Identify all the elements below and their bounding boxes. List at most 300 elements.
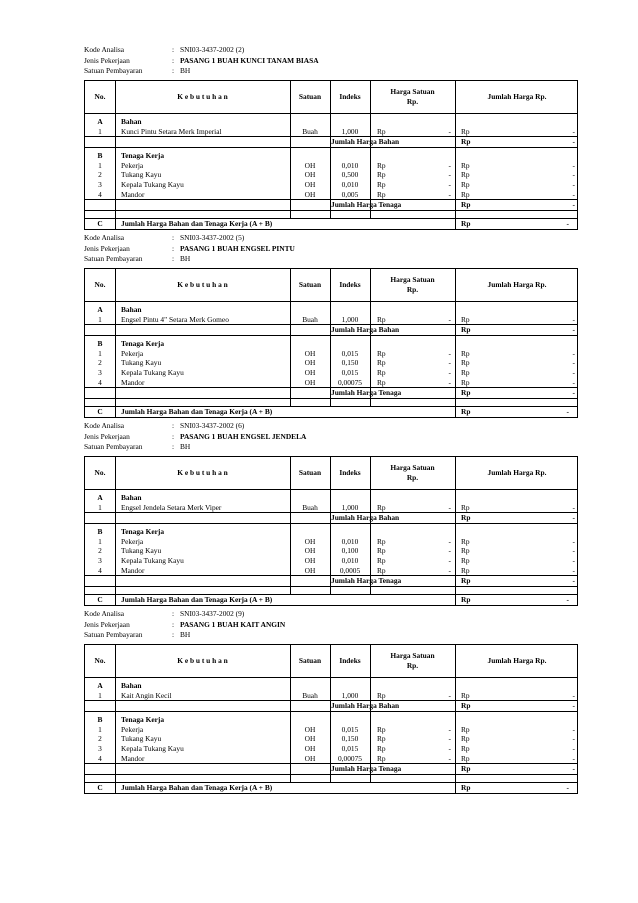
analysis-meta: [84, 420, 578, 456]
section-letter: A: [97, 493, 103, 502]
meta-colon: :: [172, 609, 175, 618]
header-indeks: Indeks: [339, 280, 361, 289]
header-jumlah_harga: Jumlah Harga Rp.: [487, 656, 547, 665]
table-row: [85, 734, 577, 744]
column-divider: [330, 114, 331, 218]
cell-no: 2: [98, 734, 102, 744]
total-label: Jumlah Harga Tenaga: [331, 388, 402, 398]
analysis-table: [84, 644, 578, 794]
total-value: -: [572, 200, 575, 210]
total-value: -: [572, 513, 575, 523]
cell-no: 4: [98, 189, 102, 199]
cell-jumlah: -: [572, 734, 575, 744]
cell-rp: Rp: [461, 565, 470, 575]
cell-harga: -: [448, 368, 451, 377]
meta-label: Satuan Pembayaran: [84, 66, 143, 75]
section-title: Bahan: [121, 493, 142, 502]
cell-name: Pekerja: [121, 160, 144, 170]
cell-rp: Rp: [377, 348, 386, 358]
grand-rp: Rp: [461, 219, 471, 229]
cell-no: 4: [98, 565, 102, 575]
cell-rp: Rp: [461, 314, 470, 324]
cell-rp: Rp: [461, 556, 470, 565]
cell-indeks: 1,000: [341, 314, 359, 324]
cell-harga: -: [448, 170, 451, 180]
cell-indeks: 0,015: [341, 744, 359, 753]
cell-satuan: OH: [304, 368, 316, 377]
cell-indeks: 0,500: [341, 170, 359, 180]
header-harga_satuan: Harga Satuan Rp.: [390, 87, 435, 106]
analysis-meta: [84, 44, 578, 80]
cell-rp: Rp: [377, 556, 386, 565]
total-rp: Rp: [461, 388, 471, 398]
cell-name: Engsel Jendela Setara Merk Viper: [121, 502, 222, 512]
cell-jumlah: -: [572, 368, 575, 377]
cell-no: 1: [98, 126, 102, 136]
cell-name: Kepala Tukang Kayu: [121, 180, 184, 189]
table-row: [85, 744, 577, 754]
column-divider: [115, 678, 116, 782]
cell-indeks: 1,000: [341, 502, 359, 512]
cell-name: Tukang Kayu: [121, 170, 162, 180]
cell-jumlah: -: [572, 744, 575, 753]
cell-no: 3: [98, 368, 102, 377]
grand-label: Jumlah Harga Bahan dan Tenaga Kerja (A + B): [121, 219, 273, 229]
column-divider: [290, 269, 291, 301]
cell-name: Kepala Tukang Kayu: [121, 556, 184, 565]
meta-colon: :: [172, 45, 175, 54]
cell-harga: -: [448, 126, 451, 136]
section-title-row: [85, 305, 577, 315]
cell-no: 2: [98, 358, 102, 368]
cell-jumlah: -: [572, 536, 575, 546]
column-divider: [115, 114, 116, 218]
cell-rp: Rp: [377, 126, 386, 136]
meta-value-satuan: BH: [180, 254, 191, 263]
cell-indeks: 1,000: [341, 126, 359, 136]
cell-indeks: 0,0005: [339, 565, 361, 575]
header-indeks: Indeks: [339, 92, 361, 101]
column-divider: [290, 114, 291, 218]
cell-no: 3: [98, 556, 102, 565]
section-total-row: [85, 700, 577, 712]
cell-harga: -: [448, 377, 451, 387]
section-total-row: [85, 575, 577, 587]
table-row: [85, 315, 577, 325]
section-title: Bahan: [121, 305, 142, 314]
cell-satuan: OH: [304, 556, 316, 565]
meta-label: Satuan Pembayaran: [84, 442, 143, 451]
cell-satuan: OH: [304, 348, 316, 358]
section-title: Tenaga Kerja: [121, 339, 165, 349]
table-header: [85, 81, 577, 114]
table-row: [85, 368, 577, 378]
column-divider: [455, 645, 456, 677]
header-kebutuhan: K e b u t u h a n: [177, 468, 228, 477]
meta-value-kode: SNI03-3437-2002 (2): [180, 45, 245, 54]
total-value: -: [572, 701, 575, 711]
column-divider: [330, 269, 331, 301]
cell-name: Pekerja: [121, 724, 144, 734]
section-title: Tenaga Kerja: [121, 715, 165, 725]
total-value: -: [572, 388, 575, 398]
table-row: [85, 566, 577, 576]
cell-indeks: 0,150: [341, 734, 359, 744]
analysis-table: [84, 456, 578, 606]
cell-rp: Rp: [461, 724, 470, 734]
total-rp: Rp: [461, 701, 471, 711]
column-divider: [455, 114, 456, 218]
section-title: Tenaga Kerja: [121, 151, 165, 161]
cell-harga: -: [448, 724, 451, 734]
meta-label: Satuan Pembayaran: [84, 630, 143, 639]
section-letter: A: [97, 305, 103, 314]
cell-no: 4: [98, 753, 102, 763]
column-divider: [115, 457, 116, 489]
meta-value-kode: SNI03-3437-2002 (9): [180, 609, 245, 618]
cell-harga: -: [448, 744, 451, 753]
cell-rp: Rp: [377, 536, 386, 546]
cell-jumlah: -: [572, 126, 575, 136]
meta-colon: :: [172, 254, 175, 263]
cell-rp: Rp: [377, 358, 386, 368]
cell-satuan: OH: [304, 160, 316, 170]
cell-rp: Rp: [461, 368, 470, 377]
cell-indeks: 0,015: [341, 724, 359, 734]
cell-no: 1: [98, 502, 102, 512]
section-total-row: [85, 199, 577, 211]
cell-harga: -: [448, 180, 451, 189]
column-divider: [455, 457, 456, 489]
column-divider: [330, 490, 331, 594]
table-body: [85, 302, 577, 417]
cell-indeks: 1,000: [341, 690, 359, 700]
meta-label: Kode Analisa: [84, 233, 125, 242]
grand-value: -: [566, 595, 569, 605]
meta-colon: :: [172, 442, 175, 451]
cell-indeks: 0,015: [341, 368, 359, 377]
column-divider: [370, 678, 371, 782]
analysis-block: [84, 44, 578, 229]
cell-harga: -: [448, 189, 451, 199]
cell-jumlah: -: [572, 556, 575, 565]
total-label: Jumlah Harga Bahan: [331, 325, 400, 335]
meta-value-jenis: PASANG 1 BUAH ENGSEL PINTU: [180, 243, 295, 253]
grand-rp: Rp: [461, 595, 471, 605]
cell-name: Kait Angin Kecil: [121, 690, 172, 700]
meta-label: Satuan Pembayaran: [84, 254, 143, 263]
table-body: [85, 114, 577, 229]
cell-harga: -: [448, 556, 451, 565]
header-no: No.: [94, 280, 106, 289]
cell-harga: -: [448, 690, 451, 700]
cell-harga: -: [448, 358, 451, 368]
cell-name: Mandor: [121, 753, 145, 763]
cell-no: 3: [98, 180, 102, 189]
column-divider: [370, 490, 371, 594]
header-harga_satuan: Harga Satuan Rp.: [390, 463, 435, 482]
cell-rp: Rp: [461, 377, 470, 387]
cell-rp: Rp: [377, 724, 386, 734]
cell-harga: -: [448, 546, 451, 556]
total-label: Jumlah Harga Bahan: [331, 701, 400, 711]
cell-jumlah: -: [572, 377, 575, 387]
section-title-row: [85, 681, 577, 691]
header-kebutuhan: K e b u t u h a n: [177, 656, 228, 665]
meta-colon: :: [172, 630, 175, 639]
cell-name: Kepala Tukang Kayu: [121, 744, 184, 753]
cell-name: Tukang Kayu: [121, 546, 162, 556]
meta-value-satuan: BH: [180, 442, 191, 451]
table-body: [85, 490, 577, 605]
column-divider: [370, 645, 371, 677]
cell-indeks: 0,010: [341, 180, 359, 189]
column-divider: [330, 645, 331, 677]
cell-jumlah: -: [572, 160, 575, 170]
cell-jumlah: -: [572, 314, 575, 324]
cell-rp: Rp: [461, 348, 470, 358]
column-divider: [330, 302, 331, 406]
cell-satuan: Buah: [302, 126, 318, 136]
cell-satuan: OH: [304, 753, 316, 763]
column-divider: [455, 783, 456, 793]
column-divider: [115, 783, 116, 793]
cell-jumlah: -: [572, 358, 575, 368]
cell-satuan: Buah: [302, 690, 318, 700]
header-satuan: Satuan: [298, 280, 322, 289]
column-divider: [455, 678, 456, 782]
table-row: [85, 556, 577, 566]
cell-satuan: OH: [304, 536, 316, 546]
cell-rp: Rp: [377, 368, 386, 377]
section-title-row: [85, 715, 577, 725]
meta-value-satuan: BH: [180, 630, 191, 639]
total-rp: Rp: [461, 576, 471, 586]
section-letter: B: [97, 715, 103, 725]
header-indeks: Indeks: [339, 468, 361, 477]
meta-colon: :: [172, 243, 175, 253]
column-divider: [455, 407, 456, 417]
total-rp: Rp: [461, 137, 471, 147]
grand-letter: C: [97, 219, 103, 229]
cell-jumlah: -: [572, 502, 575, 512]
cell-satuan: OH: [304, 358, 316, 368]
cell-jumlah: -: [572, 189, 575, 199]
cell-no: 2: [98, 170, 102, 180]
column-divider: [370, 302, 371, 406]
meta-value-jenis: PASANG 1 BUAH KUNCI TANAM BIASA: [180, 55, 319, 65]
header-kebutuhan: K e b u t u h a n: [177, 92, 228, 101]
header-indeks: Indeks: [339, 656, 361, 665]
cell-rp: Rp: [461, 180, 470, 189]
section-letter: A: [97, 117, 103, 126]
grand-total-row: [85, 594, 577, 605]
grand-value: -: [566, 407, 569, 417]
column-divider: [330, 81, 331, 113]
total-label: Jumlah Harga Bahan: [331, 137, 400, 147]
column-divider: [290, 678, 291, 782]
cell-rp: Rp: [461, 160, 470, 170]
analysis-block: [84, 232, 578, 417]
meta-value-kode: SNI03-3437-2002 (6): [180, 421, 245, 430]
column-divider: [290, 457, 291, 489]
analysis-table: [84, 268, 578, 418]
meta-colon: :: [172, 66, 175, 75]
column-divider: [115, 81, 116, 113]
section-total-row: [85, 512, 577, 524]
cell-rp: Rp: [377, 314, 386, 324]
cell-rp: Rp: [461, 536, 470, 546]
header-satuan: Satuan: [298, 468, 322, 477]
meta-colon: :: [172, 421, 175, 430]
column-divider: [115, 407, 116, 417]
cell-name: Pekerja: [121, 348, 144, 358]
cell-rp: Rp: [377, 734, 386, 744]
section-title-row: [85, 339, 577, 349]
cell-no: 2: [98, 546, 102, 556]
grand-rp: Rp: [461, 407, 471, 417]
total-rp: Rp: [461, 200, 471, 210]
grand-label: Jumlah Harga Bahan dan Tenaga Kerja (A + B): [121, 595, 273, 605]
header-jumlah_harga: Jumlah Harga Rp.: [487, 468, 547, 477]
section-total-row: [85, 763, 577, 775]
grand-label: Jumlah Harga Bahan dan Tenaga Kerja (A + B): [121, 783, 273, 793]
cell-rp: Rp: [377, 377, 386, 387]
column-divider: [330, 457, 331, 489]
grand-total-row: [85, 782, 577, 793]
meta-label: Jenis Pekerjaan: [84, 619, 130, 629]
total-rp: Rp: [461, 764, 471, 774]
cell-satuan: OH: [304, 189, 316, 199]
cell-harga: -: [448, 753, 451, 763]
meta-value-jenis: PASANG 1 BUAH KAIT ANGIN: [180, 619, 286, 629]
grand-letter: C: [97, 595, 103, 605]
meta-colon: :: [172, 431, 175, 441]
cell-jumlah: -: [572, 170, 575, 180]
cell-no: 4: [98, 377, 102, 387]
cell-jumlah: -: [572, 724, 575, 734]
cell-jumlah: -: [572, 753, 575, 763]
cell-harga: -: [448, 536, 451, 546]
table-row: [85, 378, 577, 388]
section-letter: B: [97, 527, 103, 537]
cell-indeks: 0,015: [341, 348, 359, 358]
cell-satuan: OH: [304, 546, 316, 556]
column-divider: [290, 81, 291, 113]
meta-label: Jenis Pekerjaan: [84, 243, 130, 253]
column-divider: [330, 678, 331, 782]
cell-rp: Rp: [377, 753, 386, 763]
header-satuan: Satuan: [298, 656, 322, 665]
cell-jumlah: -: [572, 348, 575, 358]
grand-rp: Rp: [461, 783, 471, 793]
table-header: [85, 457, 577, 490]
cell-harga: -: [448, 734, 451, 744]
analysis-meta: [84, 232, 578, 268]
section-letter: B: [97, 151, 103, 161]
cell-harga: -: [448, 565, 451, 575]
cell-jumlah: -: [572, 180, 575, 189]
cell-name: Mandor: [121, 189, 145, 199]
section-title: Tenaga Kerja: [121, 527, 165, 537]
cell-rp: Rp: [461, 502, 470, 512]
column-divider: [455, 81, 456, 113]
column-divider: [370, 114, 371, 218]
column-divider: [370, 81, 371, 113]
cell-harga: -: [448, 160, 451, 170]
table-row: [85, 190, 577, 200]
table-row: [85, 546, 577, 556]
table-row: [85, 170, 577, 180]
cell-name: Engsel Pintu 4" Setara Merk Gomeo: [121, 314, 229, 324]
meta-value-satuan: BH: [180, 66, 191, 75]
column-divider: [455, 595, 456, 605]
cell-rp: Rp: [377, 502, 386, 512]
cell-name: Kepala Tukang Kayu: [121, 368, 184, 377]
cell-harga: -: [448, 502, 451, 512]
cell-rp: Rp: [461, 744, 470, 753]
cell-no: 1: [98, 314, 102, 324]
section-letter: A: [97, 681, 103, 690]
cell-rp: Rp: [461, 546, 470, 556]
total-value: -: [572, 137, 575, 147]
meta-colon: :: [172, 619, 175, 629]
column-divider: [455, 490, 456, 594]
cell-rp: Rp: [377, 189, 386, 199]
section-total-row: [85, 136, 577, 148]
cell-indeks: 0,150: [341, 358, 359, 368]
cell-satuan: OH: [304, 170, 316, 180]
total-label: Jumlah Harga Bahan: [331, 513, 400, 523]
cell-satuan: OH: [304, 724, 316, 734]
table-header: [85, 269, 577, 302]
cell-rp: Rp: [461, 753, 470, 763]
cell-indeks: 0,010: [341, 536, 359, 546]
table-body: [85, 678, 577, 793]
total-label: Jumlah Harga Tenaga: [331, 764, 402, 774]
header-harga_satuan: Harga Satuan Rp.: [390, 275, 435, 294]
cell-satuan: Buah: [302, 502, 318, 512]
column-divider: [290, 490, 291, 594]
cell-indeks: 0,010: [341, 160, 359, 170]
cell-rp: Rp: [461, 170, 470, 180]
cell-rp: Rp: [377, 180, 386, 189]
grand-label: Jumlah Harga Bahan dan Tenaga Kerja (A + B): [121, 407, 273, 417]
column-divider: [290, 645, 291, 677]
cell-rp: Rp: [377, 170, 386, 180]
table-row: [85, 691, 577, 701]
cell-indeks: 0,005: [341, 189, 359, 199]
column-divider: [370, 457, 371, 489]
cell-satuan: Buah: [302, 314, 318, 324]
table-header: [85, 645, 577, 678]
cell-satuan: OH: [304, 744, 316, 753]
cell-harga: -: [448, 348, 451, 358]
cell-satuan: OH: [304, 180, 316, 189]
total-value: -: [572, 764, 575, 774]
cell-no: 1: [98, 724, 102, 734]
meta-label: Kode Analisa: [84, 609, 125, 618]
table-row: [85, 358, 577, 368]
cell-satuan: OH: [304, 734, 316, 744]
table-row: [85, 537, 577, 547]
analysis-block: [84, 420, 578, 605]
cell-name: Pekerja: [121, 536, 144, 546]
table-row: [85, 725, 577, 735]
header-satuan: Satuan: [298, 92, 322, 101]
cell-name: Mandor: [121, 377, 145, 387]
analysis-table: [84, 80, 578, 230]
